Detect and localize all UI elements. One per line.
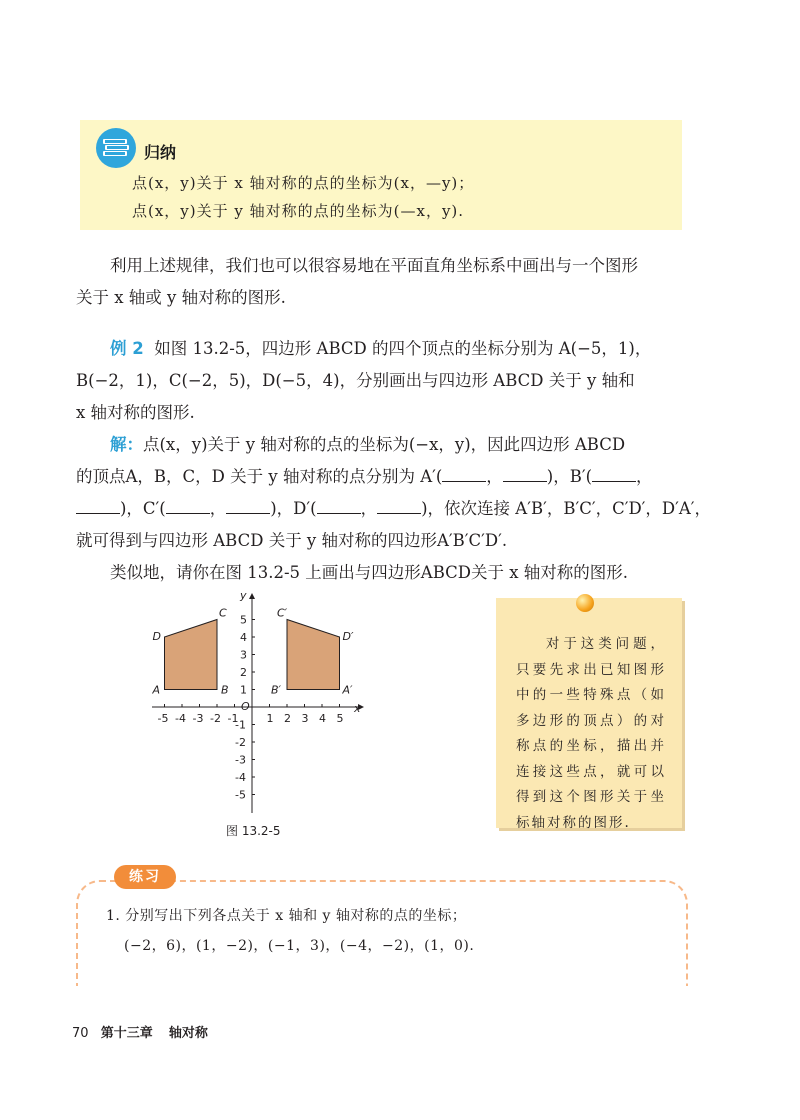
pushpin-icon — [576, 594, 594, 612]
x-tick-label: 2 — [284, 712, 291, 725]
point-label-c: C — [219, 606, 227, 620]
x-axis-label: x — [354, 702, 361, 715]
blank-a-y[interactable] — [503, 463, 547, 482]
quad-abcd-prime — [287, 620, 340, 690]
summary-rule-y-axis: 点(x，y)关于 y 轴对称的点的坐标为(—x，y). — [132, 202, 465, 220]
blank-b-y[interactable] — [76, 495, 120, 514]
point-label-a: A — [152, 683, 161, 697]
page-footer — [72, 1022, 208, 1041]
point-label-a-prime: A′ — [342, 683, 353, 697]
note-text: 对于这类问题，只要先求出已知图形中的一些特殊点（如多边形的顶点）的对称点的坐标，描出并连接这些点，就可以得到这个图形关于坐标轴对称的图形. — [516, 636, 666, 831]
x-tick-label: 5 — [336, 712, 344, 725]
summary-title: 归纳 — [144, 143, 177, 162]
figure-caption: 图 13.2-5 — [226, 824, 281, 838]
exercise-points: (−2，6)，(1，−2)，(−1，3)，(−4，−2)，(1，0). — [124, 938, 475, 954]
blank-b-x[interactable] — [592, 463, 636, 482]
example-block — [76, 333, 712, 582]
y-tick-label: 3 — [240, 648, 247, 662]
exercise-badge: 练习 — [114, 865, 176, 889]
intro-paragraph — [76, 250, 696, 314]
exercise-box — [76, 880, 688, 986]
chapter-title: 轴对称 — [168, 1026, 208, 1041]
solution-line-1: 点(x，y)关于 y 轴对称的点的坐标为(−x，y)，因此四边形 ABCD — [143, 435, 626, 454]
y-tick-label: -4 — [235, 771, 246, 784]
y-tick-label: -3 — [235, 753, 246, 767]
y-tick-label: 2 — [240, 666, 247, 679]
intro-line-2: 关于 x 轴或 y 轴对称的图形. — [76, 288, 286, 307]
page-number: 70 — [72, 1026, 89, 1041]
example-label: 例 2 — [110, 339, 144, 358]
point-label-d-prime: D′ — [342, 630, 354, 643]
solution-line-3: )，C′( ， )，D′( ， )，依次连接 A′B′，B′C′，C′D′，D′A′， — [76, 493, 711, 525]
blank-a-x[interactable] — [442, 463, 486, 482]
x-tick-label: -3 — [192, 712, 204, 725]
y-tick-label: -5 — [235, 788, 246, 802]
x-tick-label: 3 — [301, 712, 309, 725]
y-tick-label: 1 — [240, 683, 247, 697]
summary-box — [80, 120, 682, 230]
quad-abcd — [165, 620, 218, 690]
blank-c-x[interactable] — [166, 495, 210, 514]
y-axis-label: y — [240, 589, 247, 602]
intro-line-1: 利用上述规律，我们也可以很容易地在平面直角坐标系中画出与一个图形 — [110, 256, 638, 275]
solution-label: 解： — [110, 435, 143, 454]
blank-d-x[interactable] — [317, 495, 361, 514]
example-line-3: x 轴对称的图形. — [76, 403, 195, 422]
x-tick-label: -4 — [175, 712, 186, 725]
example-line-1: 如图 13.2-5，四边形 ABCD 的四个顶点的坐标分别为 A(−5，1)， — [154, 339, 652, 358]
x-tick-label: 1 — [266, 712, 274, 725]
exercise-question: 1. 分别写出下列各点关于 x 轴和 y 轴对称的点的坐标； — [106, 908, 467, 924]
y-tick-label: 5 — [240, 613, 247, 627]
blank-c-y[interactable] — [226, 495, 270, 514]
point-label-c-prime: C′ — [277, 606, 288, 620]
blank-d-y[interactable] — [377, 495, 421, 514]
x-tick-label: 4 — [319, 712, 326, 725]
books-icon — [94, 126, 138, 170]
y-axis-arrow — [249, 593, 255, 599]
y-tick-label: -1 — [235, 718, 246, 732]
note-card — [496, 598, 682, 831]
chapter-number: 第十三章 — [100, 1026, 153, 1041]
x-tick-label: -5 — [157, 712, 169, 725]
solution-line-2: 的顶点A，B，C，D 关于 y 轴对称的点分别为 A′( ， )，B′( ， — [76, 461, 653, 493]
x-tick-label: -1 — [227, 712, 239, 725]
point-label-b-prime: B′ — [271, 683, 282, 697]
solution-line-5: 类似地，请你在图 13.2-5 上画出与四边形ABCD关于 x 轴对称的图形. — [110, 563, 629, 582]
y-tick-label: -2 — [235, 736, 246, 749]
example-line-2: B(−2，1)，C(−2，5)，D(−5，4)，分别画出与四边形 ABCD 关于 y 轴和 — [76, 371, 635, 390]
point-label-b: B — [221, 683, 229, 697]
origin-label: O — [241, 700, 250, 713]
solution-line-4: 就可得到与四边形 ABCD 关于 y 轴对称的四边形A′B′C′D′. — [76, 531, 508, 550]
x-tick-label: -2 — [210, 712, 221, 725]
point-label-d: D — [152, 630, 161, 643]
y-tick-label: 4 — [240, 631, 247, 644]
coordinate-graph — [140, 585, 370, 825]
summary-rule-x-axis: 点(x，y)关于 x 轴对称的点的坐标为(x，—y)； — [132, 174, 475, 192]
